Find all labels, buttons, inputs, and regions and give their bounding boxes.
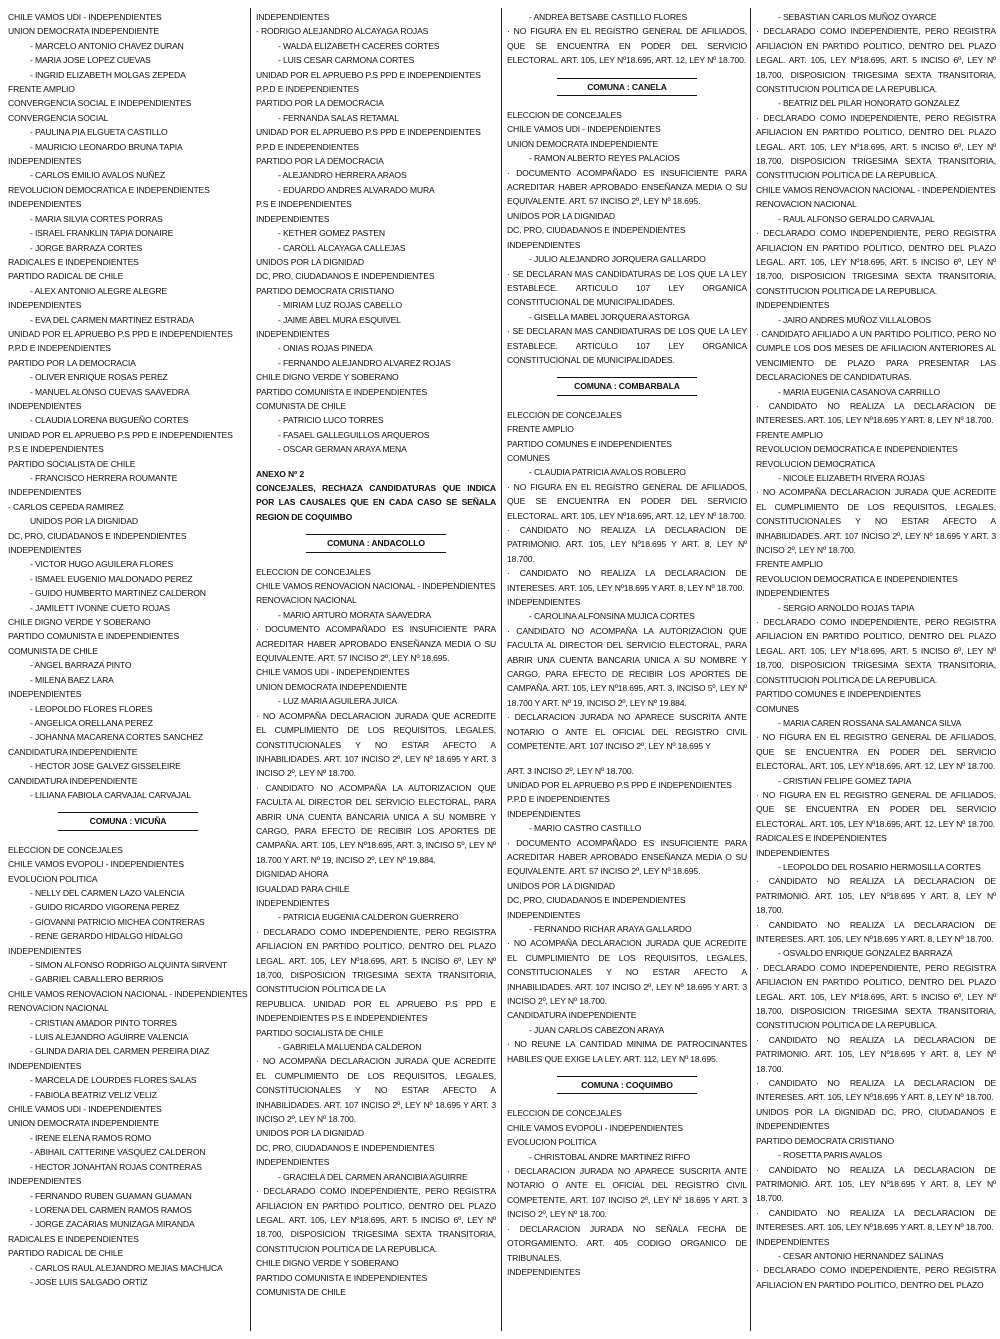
text-line: CANDIDATURA INDEPENDIENTE	[507, 1010, 637, 1021]
comuna-heading	[256, 534, 496, 552]
text-line: REVOLUCION DEMOCRATICA E INDEPENDIENTES	[756, 573, 958, 584]
reason-paragraph: · DOCUMENTO ACOMPAÑADO ES INSUFICIENTE PARA ACREDITAR HABER APROBADO ENSEÑANZA MEDIA O SU EQUIVALENTE. ART. 57 INCISO 2º, LEY Nº 18.695.	[507, 837, 747, 877]
comuna-heading	[8, 812, 248, 830]
candidate-name: - FERNANDO RUBEN GUAMAN GUAMAN	[30, 1190, 192, 1201]
text-line: P.P.D E INDEPENDIENTES	[256, 84, 359, 95]
reason-paragraph: · CANDIDATO NO ACOMPAÑA LA AUTORIZACION QUE FACULTA AL DIRECTOR DEL SERVICIO ELECTORAL, PARA ABRIR UNA CUENTA BANCARIA UNICA A SU NOMBRE Y CARGO, PARA EFECTO DE RECIBIR LOS APORTES DE CAMPAÑA. ART. 105, LEY Nº18.695, ART. 3, INCISO 5º, LEY Nº 18.700 Y ART. Nº 19, INCISO 2º, LEY Nº 19.884.	[256, 782, 496, 865]
candidate-name: - GIOVANNI PATRICIO MICHEA CONTRERAS	[30, 916, 205, 927]
text-line: PARTIDO SOCIALISTA DE CHILE	[256, 1027, 384, 1038]
reason-paragraph: · CANDIDATO NO REALIZA LA DECLARACION DE INTERESES. ART. 105, LEY Nº18.695 Y ART. 8, LEY Nº 18.700.	[756, 400, 996, 426]
reason-paragraph: REPUBLICA. UNIDAD POR EL APRUEBO P.S PPD E INDEPENDIENTES P.S E INDEPENDIENTES	[256, 998, 496, 1024]
reason-paragraph: · SE DECLARAN MAS CANDIDATURAS DE LOS QUE LA LEY ESTABLECE. ARTICULO 107 LEY ORGANICA CONSTITUCIONAL DE MUNICIPALIDADES.	[507, 326, 747, 365]
text-line: INDEPENDIENTES	[756, 847, 830, 858]
comuna-heading	[507, 78, 747, 96]
candidate-name: - GLINDA DARIA DEL CARMEN PEREIRA DIAZ	[30, 1046, 210, 1057]
reason-paragraph: · DECLARACION JURADA NO APARECE SUSCRITA ANTE NOTARIO O ANTE EL OFICIAL DEL REGISTRO CIVIL COMPETENTE. ART. 107 INCISO 2º, LEY Nº 18.695 Y ART. 3 INCISO 2º, LEY Nº 18.700.	[507, 1166, 747, 1220]
candidate-name: - CRISTIAN AMADOR PINTO TORRES	[30, 1017, 177, 1028]
text-line: CHILE VAMOS UDI - INDEPENDIENTES	[8, 1104, 162, 1115]
text-line: COMUNES	[507, 452, 550, 463]
text-line: INDEPENDIENTES	[8, 487, 82, 498]
reason-paragraph: · DECLARACION JURADA NO APARECE SUSCRITA ANTE NOTARIO O ANTE EL OFICIAL DEL REGISTRO CIVIL COMPETENTE. ART. 107 INCISO 2º, LEY Nº 18.695 Y	[507, 712, 747, 752]
text-line: FRENTE AMPLIO	[756, 429, 823, 440]
candidate-name: - FERNANDA SALAS RETAMAL	[278, 112, 399, 123]
candidate-name: - RAUL ALFONSO GERALDO CARVAJAL	[778, 213, 935, 224]
reason-paragraph: · CANDIDATO NO REALIZA LA DECLARACION DE INTERESES. ART. 105, LEY Nº18.695 Y ART. 8, LEY Nº 18.700.	[507, 568, 747, 593]
candidate-name: - MIRIAM LUZ ROJAS CABELLO	[278, 300, 403, 311]
text-line: RENOVACION NACIONAL	[756, 199, 857, 210]
text-line: CONVERGENCIA SOCIAL E INDEPENDIENTES	[8, 98, 192, 109]
candidate-name: - FRANCISCO HERRERA ROUMANTE	[30, 473, 178, 483]
candidate-name: - SEBASTIAN CARLOS MUÑOZ OYARCE	[778, 12, 937, 22]
text-line: PARTIDO RADICAL DE CHILE	[8, 271, 124, 282]
reason-paragraph: · CANDIDATO NO REALIZA LA DECLARACION DE INTERESES. ART. 105, LEY Nº18.695 Y ART. 8, LEY Nº 18.700.	[756, 919, 996, 944]
text-line: INDEPENDIENTES	[256, 1157, 330, 1168]
text-line: DC, PRO, CIUDADANOS E INDEPENDIENTES	[507, 225, 686, 236]
candidate-name: - JOHANNA MACARENA CORTES SANCHEZ	[30, 732, 204, 743]
reason-paragraph: · CANDIDATO AFILIADO A UN PARTIDO POLITICO, PERO NO CUMPLE LOS DOS MESES DE AFILIACION ANTERIORES AL VENCIMIENTO DE PLAZO PARA PRESENTAR LAS DECLARACIONES DE CANDIDATURAS.	[756, 328, 996, 383]
reason-paragraph: · CANDIDATO NO REALIZA LA DECLARACION DE INTERESES. ART. 105, LEY Nº18.695 Y ART. 8, LEY Nº 18.700.	[756, 1078, 996, 1103]
text-line: INDEPENDIENTES	[8, 300, 82, 311]
candidate-name: - LUIS CESAR CARMONA CORTES	[278, 55, 415, 66]
candidate-name: - MAURICIO LEONARDO BRUNA TAPIA	[30, 141, 183, 152]
text-line: REVOLUCION DEMOCRATICA	[756, 458, 875, 469]
candidate-name: - GABRIEL CABALLERO BERRIOS	[30, 974, 164, 985]
candidate-name: - CARLOS RAUL ALEJANDRO MEJIAS MACHUCA	[30, 1262, 223, 1273]
candidate-name: - GUIDO RICARDO VIGORENA PEREZ	[30, 902, 180, 913]
text-line: FRENTE AMPLIO	[8, 84, 75, 95]
text-line: RENOVACION NACIONAL	[256, 595, 357, 606]
candidate-name: - LILIANA FABIOLA CARVAJAL CARVAJAL	[30, 789, 191, 800]
candidate-name: - JORGE BARRAZA CORTES	[30, 242, 143, 253]
reason-paragraph: · NO FIGURA EN EL REGISTRO GENERAL DE AFILIADOS, QUE SE ENCUENTRA EN PODER DEL SERVICIO ELECTORAL. ART. 105, LEY Nº18.695, ART. 12, LEY Nº 18.700.	[507, 26, 747, 66]
text-line: PARTIDO RADICAL DE CHILE	[8, 1248, 124, 1259]
text-line: CHILE DIGNO VERDE Y SOBERANO	[256, 1258, 399, 1269]
text-line: UNIDOS POR LA DIGNIDAD	[507, 880, 615, 891]
candidate-name: - PAULINA PIA ELGUETA CASTILLO	[30, 127, 168, 138]
text-line: INDEPENDIENTES	[256, 213, 330, 224]
candidate-name: - CHRISTOBAL ANDRE MARTINEZ RIFFO	[529, 1151, 691, 1162]
reason-paragraph: · DECLARADO COMO INDEPENDIENTE, PERO REGISTRA AFILIACION EN PARTIDO POLITICO, DENTRO DEL PLAZO LEGAL. ART. 105, LEY Nº18.695, ART. 5 INCISO 6º, LEY Nº 18.700, DISPOSICION TRIGESIMA SEXTA TRANSITORIA, CONSTITUCION POLITICA DE LA REPUBLICA.	[756, 26, 996, 95]
text-line: PARTIDO COMUNISTA E INDEPENDIENTES	[256, 1272, 428, 1283]
candidate-name: - ALEX ANTONIO ALEGRE ALEGRE	[30, 285, 168, 296]
candidate-name: - NELLY DEL CARMEN LAZO VALENCIA	[30, 887, 185, 898]
candidate-name: - CAROLL ALCAYAGA CALLEJAS	[278, 242, 406, 253]
text-line: UNIDAD POR EL APRUEBO P.S PPD E INDEPENDIENTES	[256, 127, 481, 138]
text-line: REVOLUCION DEMOCRATICA E INDEPENDIENTES	[756, 444, 958, 455]
text-line: PARTIDO POR LA DEMOCRACIA	[8, 357, 136, 368]
candidate-name: - SERGIO ARNOLDO ROJAS TAPIA	[778, 602, 915, 613]
text-line: ELECCION DE CONCEJALES	[507, 409, 622, 420]
candidate-name: - ALEJANDRO HERRERA ARAOS	[278, 170, 407, 181]
candidate-name: - HECTOR JOSE GALVEZ GISSELEIRE	[30, 761, 181, 772]
text-line: INDEPENDIENTES	[8, 156, 82, 167]
text-line: ELECCION DE CONCEJALES	[8, 844, 123, 855]
reason-paragraph: · SE DECLARAN MAS CANDIDATURAS DE LOS QUE LA LEY ESTABLECE. ARTICULO 107 LEY ORGANICA CONSTITUCIONAL DE MUNICIPALIDADES.	[507, 268, 747, 308]
text-line: CHILE DIGNO VERDE Y SOBERANO	[256, 372, 399, 383]
candidate-name: - CAROLINA ALFONSINA MUJICA CORTES	[529, 611, 695, 622]
candidate-name: - CLAUDIA LORENA BUGUEÑO CORTES	[30, 415, 189, 426]
text-line: INDEPENDIENTES	[507, 808, 581, 819]
text-line: CHILE VAMOS UDI - INDEPENDIENTES	[256, 667, 410, 678]
candidate-name: - JULIO ALEJANDRO JORQUERA GALLARDO	[529, 254, 706, 265]
column-4	[756, 10, 996, 1292]
text-line: - RODRIGO ALEJANDRO ALCAYAGA ROJAS	[256, 26, 429, 37]
candidate-name: - GUIDO HUMBERTO MARTINEZ CALDERON	[30, 588, 206, 599]
text-line: UNIDAD POR EL APRUEBO P.S PPD E INDEPENDIENTES	[507, 779, 732, 790]
text-line: PARTIDO DEMOCRATA CRISTIANO	[256, 285, 395, 296]
text-line: RADICALES E INDEPENDIENTES	[8, 1233, 139, 1244]
reason-paragraph: · DECLARADO COMO INDEPENDIENTE, PERO REGISTRA AFILIACION EN PARTIDO POLITICO, DENTRO DEL PLAZO LEGAL. ART. 105, LEY Nº18.695, ART. 5 INCISO 6º, LEY Nº 18.700, DISPOSICION TRIGESIMA SEXTA TRANSITORIA, CONSTITUCION POLITICA DE LA REPUBLICA.	[756, 228, 996, 296]
text-line: RENOVACION NACIONAL	[8, 1003, 109, 1014]
reason-paragraph: · DOCUMENTO ACOMPAÑADO ES INSUFICIENTE PARA ACREDITAR HABER APROBADO ENSEÑANZA MEDIA O SU EQUIVALENTE. ART. 57 INCISO 2º, LEY Nº 18.695.	[507, 167, 747, 207]
candidate-name: - RAMON ALBERTO REYES PALACIOS	[529, 153, 680, 164]
candidate-name: - MARIA JOSE LOPEZ CUEVAS	[30, 55, 151, 66]
text-line: FRENTE AMPLIO	[507, 424, 574, 435]
candidate-name: - GISELLA MABEL JORQUERA ASTORGA	[529, 311, 690, 322]
candidate-name: - MANUEL ALONSO CUEVAS SAAVEDRA	[30, 386, 190, 397]
candidate-name: - SIMON ALFONSO RODRIGO ALQUINTA SIRVENT	[30, 960, 228, 970]
text-line: EVOLUCION POLITICA	[8, 873, 98, 884]
text-line: INDEPENDIENTES	[8, 199, 82, 210]
text-line: UNIDAD POR EL APRUEBO P.S PPD E INDEPENDIENTES	[8, 328, 233, 339]
candidate-name: - OSVALDO ENRIQUE GONZALEZ BARRAZA	[778, 948, 953, 959]
text-line: CHILE VAMOS EVOPOLI - INDEPENDIENTES	[507, 1122, 683, 1133]
column-divider	[501, 8, 502, 1331]
text-line: P.S E INDEPENDIENTES	[8, 444, 104, 455]
text-line: EVOLUCION POLITICA	[507, 1137, 597, 1148]
text-line: ELECCION DE CONCEJALES	[507, 1108, 622, 1119]
text-line: CHILE DIGNO VERDE Y SOBERANO	[8, 617, 151, 628]
candidate-name: - CARLOS EMILIO AVALOS NUÑEZ	[30, 170, 165, 181]
candidate-name: - VICTOR HUGO AGUILERA FLORES	[30, 559, 174, 570]
comuna-heading-label: COMUNA : CANELA	[557, 78, 697, 96]
text-line: DC, PRO, CIUDADANOS E INDEPENDIENTES	[8, 530, 187, 541]
text-line: DIGNIDAD AHORA	[256, 869, 329, 880]
candidate-name: - ISRAEL FRANKLIN TAPIA DONAIRE	[30, 228, 174, 239]
candidate-name: UNIDOS POR LA DIGNIDAD	[30, 516, 138, 527]
candidate-name: - CESAR ANTONIO HERNANDEZ SALINAS	[778, 1250, 944, 1261]
text-line: CONVERGENCIA SOCIAL	[8, 112, 109, 123]
text-line: ELECCION DE CONCEJALES	[507, 110, 622, 121]
text-line: INDEPENDIENTES	[256, 12, 330, 22]
text-line: DC, PRO, CIUDADANOS E INDEPENDIENTES	[256, 271, 435, 282]
reason-paragraph: · DECLARACION JURADA NO SEÑALA FECHA DE OTORGAMIENTO. ART. 405 CODIGO ORGANICO DE TRIBUNALES.	[507, 1223, 747, 1263]
text-line: INDEPENDIENTES	[756, 1236, 830, 1247]
reason-paragraph: · NO ACOMPAÑA DECLARACION JURADA QUE ACREDITE EL CUMPLIMIENTO DE LOS REQUISITOS, LEGALES, CONSTITUCIONALES Y NO ESTAR AFECTO A INHABILIDADES. ART. 107 INCISO 2º, LEY Nº 18.695 Y ART. 3 INCISO 2º, LEY Nº 18.700.	[256, 710, 496, 779]
reason-paragraph: · NO REUNE LA CANTIDAD MINIMA DE PATROCINANTES HABILES QUE EXIGE LA LEY. ART. 112, LEY Nº 18.695.	[507, 1039, 747, 1064]
candidate-name: - LEOPOLDO DEL ROSARIO HERMOSILLA CORTES	[778, 861, 981, 872]
reason-paragraph: · NO FIGURA EN EL REGISTRO GENERAL DE AFILIADOS, QUE SE ENCUENTRA EN PODER DEL SERVICIO ELECTORAL. ART. 105, LEY Nº18.695, ART. 12, LEY Nº 18.700.	[756, 732, 996, 772]
text-line: INDEPENDIENTES	[8, 545, 82, 556]
reason-paragraph: · CANDIDATO NO ACOMPAÑA LA AUTORIZACION QUE FACULTA AL DIRECTOR DEL SERVICIO ELECTORAL, PARA ABRIR UNA CUENTA BANCARIA UNICA A SU NOMBRE Y CARGO, PARA EFECTO DE RECIBIR LOS APORTES DE CAMPAÑA. ART. 105, LEY Nº18.695, ART. 3, INCISO 5º, LEY Nº 18.700 Y ART. Nº 19, INCISO 2º, LEY Nº 19.884.	[507, 625, 747, 708]
reason-paragraph: · CANDIDATO NO REALIZA LA DECLARACION DE PATRIMONIO. ART. 105, LEY Nº18.695 Y ART. 8, LEY Nº 18.700.	[756, 876, 996, 916]
reason-paragraph: · CANDIDATO NO REALIZA LA DECLARACION DE PATRIMONIO. ART. 105, LEY Nº18.695 Y ART. 8, LEY Nº 18.700.	[756, 1034, 996, 1074]
candidate-name: - ISMAEL EUGENIO MALDONADO PEREZ	[30, 573, 193, 584]
candidate-name: - OLIVER ENRIQUE ROSAS PEREZ	[30, 372, 168, 383]
text-line: PARTIDO COMUNISTA E INDEPENDIENTES	[256, 386, 428, 397]
candidate-name: - JAIME ABEL MURA ESQUIVEL	[278, 314, 401, 325]
text-line: PARTIDO DEMOCRATA CRISTIANO	[756, 1135, 895, 1146]
candidate-name: - FASAEL GALLEGUILLOS ARQUEROS	[278, 429, 430, 440]
candidate-name: - WALDA ELIZABETH CACERES CORTES	[278, 40, 440, 51]
text-line: P.P.D E INDEPENDIENTES	[507, 794, 610, 805]
reason-paragraph: · DOCUMENTO ACOMPAÑADO ES INSUFICIENTE PARA ACREDITAR HABER APROBADO ENSEÑANZA MEDIA O SU EQUIVALENTE. ART. 57 INCISO 2º, LEY Nº 18.695.	[256, 624, 496, 664]
comuna-heading-label: COMUNA : COQUIMBO	[557, 1076, 697, 1094]
reason-paragraph: · DECLARADO COMO INDEPENDIENTE, PERO REGISTRA AFILIACION EN PARTIDO POLITICO, DENTRO DEL PLAZO LEGAL. ART. 105, LEY Nº18.695, ART. 5 INCISO 6º, LEY Nº 18.700, DISPOSICION TRIGESIMA SEXTA TRANSITORIA, CONSTITUCION POLITICA DE LA REPUBLICA.	[756, 617, 996, 685]
text-line: COMUNISTA DE CHILE	[8, 645, 98, 656]
candidate-name: - MARIA EUGENIA CASANOVA CARRILLO	[778, 386, 941, 397]
candidate-name: - EDUARDO ANDRES ALVARADO MURA	[278, 184, 435, 195]
text-line: CHILE VAMOS RENOVACION NACIONAL - INDEPENDIENTES	[8, 988, 248, 999]
reason-paragraph: · NO ACOMPAÑA DECLARACION JURADA QUE ACREDITE EL CUMPLIMIENTO DE LOS REQUISITOS, LEGALES, CONSTITUCIONALES Y NO ESTAR AFECTO A INHABILIDADES. ART. 107 INCISO 2º, LEY Nº 18.695 Y ART. 3 INCISO 2º, LEY Nº 18.700.	[256, 1056, 496, 1125]
text-line: UNIDOS POR LA DIGNIDAD	[256, 1128, 364, 1139]
text-line: INDEPENDIENTES	[507, 1266, 581, 1277]
candidate-name: - ROSETTA PARIS AVALOS	[778, 1150, 882, 1161]
text-line: ELECCION DE CONCEJALES	[256, 566, 371, 577]
text-line: P.P.D E INDEPENDIENTES	[256, 141, 359, 152]
text-line: FRENTE AMPLIO	[756, 559, 823, 570]
candidate-name: - PATRICIO LUCO TORRES	[278, 415, 384, 426]
text-line: UNIDOS POR LA DIGNIDAD	[256, 256, 364, 267]
candidate-name: - IRENE ELENA RAMOS ROMO	[30, 1132, 152, 1143]
comuna-heading-label: COMUNA : VICUÑA	[58, 812, 198, 830]
text-line: PARTIDO POR LA DEMOCRACIA	[256, 98, 384, 109]
candidate-name: - MARCELO ANTONIO CHAVEZ DURAN	[30, 40, 184, 51]
text-line: CANDIDATURA INDEPENDIENTE	[8, 746, 138, 757]
candidate-name: - LEOPOLDO FLORES FLORES	[30, 703, 153, 714]
text-line: P.P.D E INDEPENDIENTES	[8, 343, 111, 354]
candidate-name: - LUIS ALEJANDRO AGUIRRE VALENCIA	[30, 1032, 189, 1043]
candidate-name: - PATRICIA EUGENIA CALDERON GUERRERO	[278, 912, 459, 923]
candidate-name: - JAMILETT IVONNE CUETO ROJAS	[30, 602, 171, 613]
column-divider	[750, 8, 751, 1331]
text-line: INDEPENDIENTES	[756, 300, 830, 311]
text-line: CANDIDATURA INDEPENDIENTE	[8, 775, 138, 786]
text-line: CHILE VAMOS EVOPOLI - INDEPENDIENTES	[8, 859, 184, 870]
candidate-name: - ANGEL BARRAZA PINTO	[30, 660, 132, 671]
spacer	[507, 754, 747, 764]
candidate-name: - KETHER GOMEZ PASTEN	[278, 228, 385, 239]
text-line: INDEPENDIENTES	[507, 909, 581, 920]
reason-paragraph: · NO ACOMPAÑA DECLARACION JURADA QUE ACREDITE EL CUMPLIMIENTO DE LOS REQUISITOS, LEGALES, CONSTITUCIONALES Y NO ESTAR AFECTO A INHABILIDADES. ART. 107 INCISO 2º, LEY Nº 18.695 Y ART. 3 INCISO 2º, LEY Nº 18.700.	[507, 938, 747, 1006]
candidate-name: - ABIHAIL CATTERINE VASQUEZ CALDERON	[30, 1147, 206, 1158]
text-line: INDEPENDIENTES	[256, 897, 330, 908]
text-line: PARTIDO SOCIALISTA DE CHILE	[8, 458, 136, 469]
candidate-name: - MARIA CAREN ROSSANA SALAMANCA SILVA	[778, 717, 962, 728]
text-line: COMUNES	[756, 703, 799, 714]
candidate-name: - JAIRO ANDRES MUÑOZ VILLALOBOS	[778, 314, 931, 325]
reason-paragraph: · DECLARADO COMO INDEPENDIENTE, PERO REGISTRA AFILIACION EN PARTIDO POLITICO, DENTRO DEL PLAZO	[756, 1265, 996, 1290]
text-line: PARTIDO POR LA DEMOCRACIA	[256, 156, 384, 167]
candidate-name: - FERNANDO RICHAR ARAYA GALLARDO	[529, 923, 692, 934]
text-line: UNIDOS POR LA DIGNIDAD	[507, 210, 615, 221]
candidate-name: - MARIO ARTURO MORATA SAAVEDRA	[278, 609, 431, 620]
candidate-name: - NICOLE ELIZABETH RIVERA ROJAS	[778, 473, 925, 483]
text-line: RADICALES E INDEPENDIENTES	[8, 256, 139, 267]
column-divider	[250, 8, 251, 1331]
text-line: PARTIDO COMUNISTA E INDEPENDIENTES	[8, 631, 180, 642]
candidate-name: - ANGELICA ORELLANA PEREZ	[30, 717, 153, 728]
reason-paragraph: · DECLARADO COMO INDEPENDIENTE, PERO REGISTRA AFILIACION EN PARTIDO POLITICO, DENTRO DEL PLAZO LEGAL. ART. 105, LEY Nº18.695, ART. 5 INCISO 6º, LEY Nº 18.700, DISPOSICION TRIGESIMA SEXTA TRANSITORIA, CONSTITUCION POLITICA DE LA REPUBLICA.	[256, 1186, 496, 1254]
comuna-heading	[507, 377, 747, 395]
reason-paragraph: · CANDIDATO NO REALIZA LA DECLARACION DE PATRIMONIO. ART. 105, LEY Nº18.695 Y ART. 8, LEY Nº 18.700.	[507, 525, 747, 564]
candidate-name: - JOSE LUIS SALGADO ORTIZ	[30, 1276, 148, 1287]
candidate-name: - HECTOR JONAHTAN ROJAS CONTRERAS	[30, 1161, 202, 1172]
candidate-name: - GABRIELA MALUENDA CALDERON	[278, 1042, 422, 1053]
candidate-name: - MILENA BAEZ LARA	[30, 674, 114, 685]
candidate-name: - INGRID ELIZABETH MOLGAS ZEPEDA	[30, 69, 186, 80]
annex-subtitle: CONCEJALES, RECHAZA CANDIDATURAS QUE INDICA POR LAS CAUSALES QUE EN CADA CASO SE SEÑALA REGION DE COQUIMBO	[256, 483, 496, 522]
text-line: - CARLOS CEPEDA RAMIREZ	[8, 501, 124, 512]
text-line: COMUNISTA DE CHILE	[256, 400, 346, 411]
text-line: CHILE VAMOS RENOVACION NACIONAL - INDEPENDIENTES	[756, 184, 996, 195]
comuna-heading-label: COMUNA : COMBARBALA	[557, 377, 697, 395]
reason-paragraph: · NO ACOMPAÑA DECLARACION JURADA QUE ACREDITE EL CUMPLIMIENTO DE LOS REQUISITOS, LEGALES, CONSTITUCIONALES Y NO ESTAR AFECTO A INHABILIDADES. ART. 107 INCISO 2º, LEY Nº 18.695 Y ART. 3 INCISO 2º, LEY Nº 18.700.	[756, 487, 996, 556]
reason-paragraph: · NO FIGURA EN EL REGISTRO GENERAL DE AFILIADOS, QUE SE ENCUENTRA EN PODER DEL SERVICIO ELECTORAL. ART. 105, LEY Nº18.695, ART. 12, LEY Nº 18.700.	[507, 481, 747, 521]
text-line: INDEPENDIENTES	[8, 400, 82, 411]
column-2	[256, 10, 496, 1299]
text-line: PARTIDO COMUNES E INDEPENDIENTES	[507, 438, 672, 449]
annex-title: ANEXO Nº 2	[256, 468, 304, 479]
candidate-name: - EVA DEL CARMEN MARTINEZ ESTRADA	[30, 314, 194, 325]
text-line: PARTIDO COMUNES E INDEPENDIENTES	[756, 689, 921, 700]
text-line: UNION DEMOCRATA INDEPENDIENTE	[8, 26, 159, 37]
text-line: ART. 3 INCISO 2º, LEY Nº 18.700.	[507, 765, 634, 776]
candidate-name: - ANDREA BETSABE CASTILLO FLORES	[529, 12, 688, 22]
candidate-name: - FABIOLA BEATRIZ VELIZ VELIZ	[30, 1089, 157, 1100]
spacer	[256, 457, 496, 467]
text-line: CHILE VAMOS UDI - INDEPENDIENTES	[507, 124, 661, 135]
text-line: UNIDAD POR EL APRUEBO P.S PPD E INDEPENDIENTES	[8, 429, 233, 440]
candidate-name: - MARCELA DE LOURDES FLORES SALAS	[30, 1075, 197, 1086]
reason-paragraph: · DECLARADO COMO INDEPENDIENTE, PERO REGISTRA AFILIACION EN PARTIDO POLITICO, DENTRO DEL PLAZO LEGAL. ART. 105, LEY Nº18.695, ART. 5 INCISO 6º, LEY Nº 18.700, DISPOSICION TRIGESIMA SEXTA TRANSITORIA, CONSTITUCION POLITICA DE LA	[256, 926, 496, 995]
candidate-name: - MARIA SILVIA CORTES PORRAS	[30, 213, 163, 224]
text-line: INDEPENDIENTES	[507, 597, 581, 608]
text-line: IGUALDAD PARA CHILE	[256, 883, 350, 894]
candidate-name: - FERNANDO ALEJANDRO ALVAREZ ROJAS	[278, 357, 451, 368]
text-line: CHILE VAMOS UDI - INDEPENDIENTES	[8, 12, 162, 22]
text-line: INDEPENDIENTES	[8, 689, 82, 700]
text-line: UNION DEMOCRATA INDEPENDIENTE	[8, 1118, 159, 1129]
text-line: REVOLUCION DEMOCRATICA E INDEPENDIENTES	[8, 184, 210, 195]
text-line: UNION DEMOCRATA INDEPENDIENTE	[507, 138, 658, 149]
text-line: INDEPENDIENTES	[8, 1060, 82, 1071]
text-line: UNION DEMOCRATA INDEPENDIENTE	[256, 681, 407, 692]
candidate-name: - CRISTIAN FELIPE GOMEZ TAPIA	[778, 775, 912, 786]
candidate-name: - ONIAS ROJAS PINEDA	[278, 343, 373, 354]
candidate-name: - MARIO CASTRO CASTILLO	[529, 823, 642, 834]
reason-paragraph: · DECLARADO COMO INDEPENDIENTE, PERO REGISTRA AFILIACION EN PARTIDO POLITICO, DENTRO DEL PLAZO LEGAL. ART. 105, LEY Nº18.695, ART. 5 INCISO 6º, LEY Nº 18.700, DISPOSICION TRIGESIMA SEXTA TRANSITORIA, CONSTITUCION POLITICA DE LA REPUBLICA.	[756, 112, 996, 181]
text-line: INDEPENDIENTES	[8, 1176, 82, 1187]
candidate-name: - GRACIELA DEL CARMEN ARANCIBIA AGUIRRE	[278, 1171, 468, 1182]
comuna-heading	[507, 1076, 747, 1094]
reason-paragraph: UNIDOS POR LA DIGNIDAD DC, PRO, CIUDADANOS E INDEPENDIENTES	[756, 1106, 996, 1132]
text-line: INDEPENDIENTES	[756, 588, 830, 599]
text-line: CHILE VAMOS RENOVACION NACIONAL - INDEPENDIENTES	[256, 581, 496, 592]
text-line: RADICALES E INDEPENDIENTES	[756, 833, 887, 844]
candidate-name: - LUZ MARIA AGUILERA JUICA	[278, 696, 397, 707]
candidate-name: - LORENA DEL CARMEN RAMOS RAMOS	[30, 1204, 192, 1215]
candidate-name: - RENE GERARDO HIDALGO HIDALGO	[30, 931, 183, 942]
reason-paragraph: · NO FIGURA EN EL REGISTRO GENERAL DE AFILIADOS, QUE SE ENCUENTRA EN PODER DEL SERVICIO ELECTORAL. ART. 105, LEY Nº18.695, ART. 12, LEY Nº 18.700.	[756, 789, 996, 829]
column-3	[507, 10, 747, 1279]
text-line: COMUNISTA DE CHILE	[256, 1286, 346, 1297]
text-line: DC, PRO, CIUDADANOS E INDEPENDIENTES	[256, 1142, 435, 1153]
candidate-name: - CLAUDIA PATRICIA AVALOS ROBLERO	[529, 467, 686, 478]
comuna-heading-label: COMUNA : ANDACOLLO	[306, 534, 446, 552]
text-line: INDEPENDIENTES	[8, 945, 82, 956]
text-line: INDEPENDIENTES	[256, 328, 330, 339]
column-1	[8, 10, 248, 1289]
reason-paragraph: · CANDIDATO NO REALIZA LA DECLARACION DE INTERESES. ART. 105, LEY Nº18.695 Y ART. 8, LEY Nº 18.700.	[756, 1207, 996, 1233]
text-line: UNIDAD POR EL APRUEBO P.S PPD E INDEPENDIENTES	[256, 69, 481, 80]
text-line: DC, PRO, CIUDADANOS E INDEPENDIENTES	[507, 895, 686, 906]
text-line: INDEPENDIENTES	[507, 239, 581, 250]
text-line: P.S E INDEPENDIENTES	[256, 199, 352, 210]
reason-paragraph: · DECLARADO COMO INDEPENDIENTE, PERO REGISTRA AFILIACION EN PARTIDO POLITICO, DENTRO DEL PLAZO LEGAL. ART. 105, LEY Nº18.695, ART. 5 INCISO 6º, LEY Nº 18.700, DISPOSICION TRIGESIMA SEXTA TRANSITORIA, CONSTITUCION POLITICA DE LA REPUBLICA.	[756, 962, 996, 1031]
candidate-name: - JUAN CARLOS CABEZON ARAYA	[529, 1024, 665, 1035]
candidate-name: - JORGE ZACARIAS MUNIZAGA MIRANDA	[30, 1219, 195, 1230]
candidate-name: - OSCAR GERMAN ARAYA MENA	[278, 444, 407, 455]
reason-paragraph: · CANDIDATO NO REALIZA LA DECLARACION DE PATRIMONIO. ART. 105, LEY Nº18.695 Y ART. 8, LEY Nº 18.700.	[756, 1164, 996, 1204]
candidate-name: - BEATRIZ DEL PILAR HONORATO GONZALEZ	[778, 98, 960, 109]
